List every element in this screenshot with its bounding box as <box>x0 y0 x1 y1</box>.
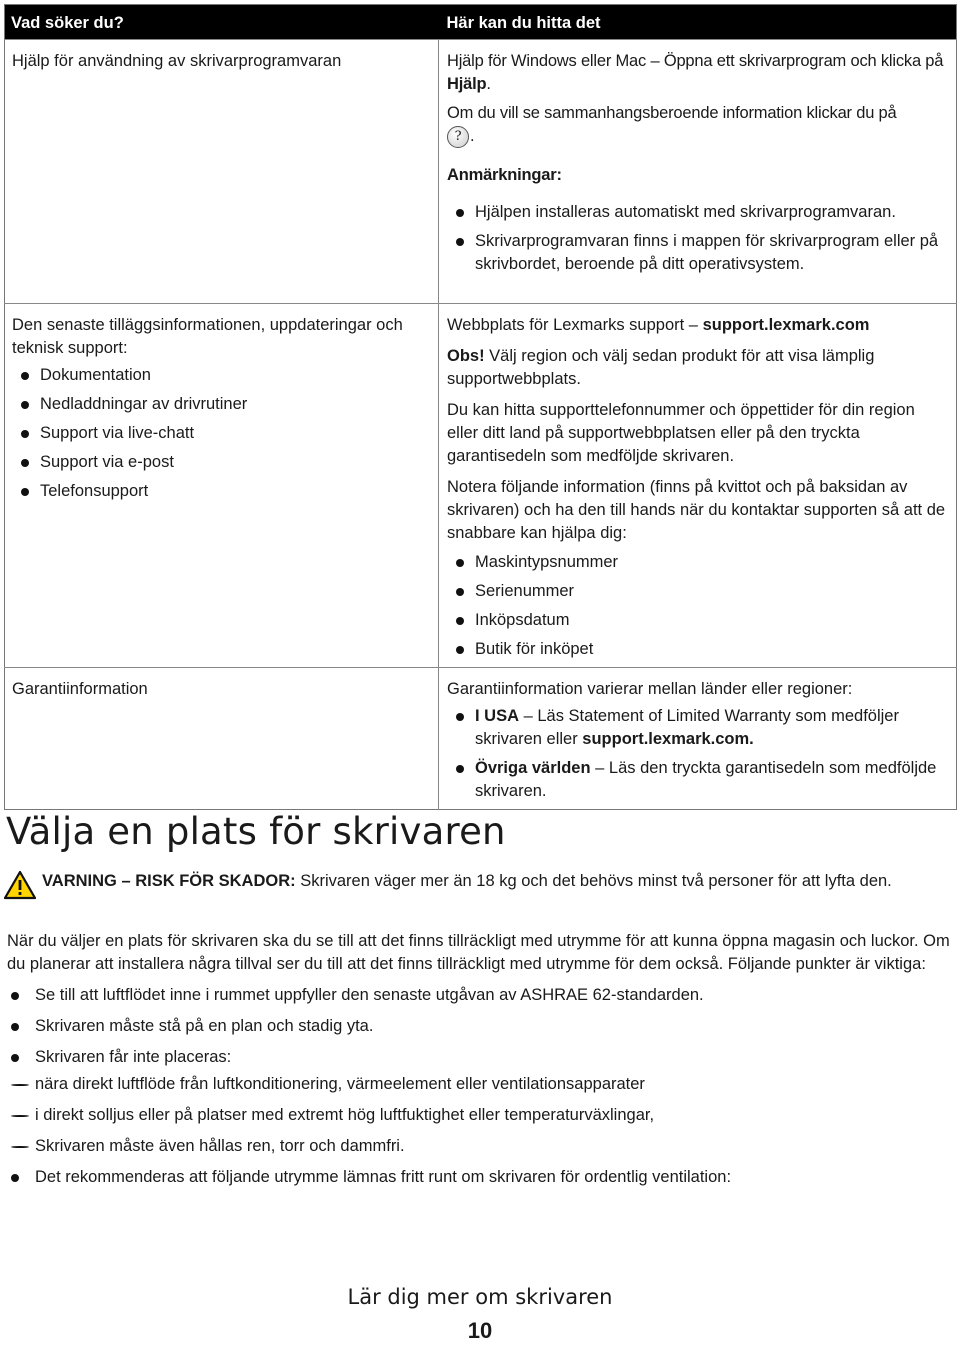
row2-left <box>5 304 439 668</box>
warranty-link[interactable]: support.lexmark.com. <box>582 730 754 748</box>
table-row <box>5 668 957 810</box>
warning-icon <box>4 870 36 900</box>
list-item: Support via live-chatt <box>12 422 432 445</box>
row1-context-text: Om du vill se sammanhangsberoende information klickar du på ? . <box>447 102 950 148</box>
notes-list <box>447 201 950 276</box>
web-support-text: Webbplats för Lexmarks support – support.lexmark.com <box>447 316 870 334</box>
obs-text: Obs! Välj region och välj sedan produkt för att visa lämplig supportwebbplats. <box>447 347 875 388</box>
row1-left <box>5 40 439 304</box>
warranty-intro: Garantiinformation varierar mellan länder eller regioner: <box>447 680 853 698</box>
row2-left-intro: Den senaste tilläggsinformationen, uppdateringar och teknisk support: <box>12 316 403 357</box>
requirements-list <box>7 984 955 1189</box>
row2-right <box>439 304 957 668</box>
list-item: I USA – Läs Statement of Limited Warranty som medföljer skrivaren eller support.lexmark.com. <box>447 705 950 751</box>
list-item: Support via e-post <box>12 451 432 474</box>
row3-right <box>439 668 957 810</box>
footer-title: Lär dig mer om skrivaren <box>347 1285 613 1309</box>
body-text <box>7 930 955 1197</box>
list-item: Butik för inköpet <box>447 638 950 661</box>
row1-left-text: Hjälp för användning av skrivarprogramvaran <box>12 52 342 70</box>
info-table <box>4 4 957 810</box>
phone-text: Du kan hitta supporttelefonnummer och öppettider för din region eller ditt land på supportwebbplatsen eller på den tryckta garantisedeln som medföljde skrivaren. <box>447 401 915 465</box>
placement-dash-list <box>7 1073 955 1158</box>
row1-right <box>439 40 957 304</box>
row3-left <box>5 668 439 810</box>
row3-left-text: Garantiinformation <box>12 680 148 698</box>
notes-label: Anmärkningar: <box>447 166 562 184</box>
table-row <box>5 40 957 304</box>
body-intro: När du väljer en plats för skrivaren ska du se till att det finns tillräckligt med utrymme för att kunna öppna magasin och luckor. Om du planerar att installera några tillval ser du till att det finns tillräckligt med utrymme för dem också. Följande punkter är viktiga: <box>7 932 950 973</box>
list-item: Skrivarprogramvaran finns i mappen för skrivarprogram eller på skrivbordet, beroende på ditt operativsystem. <box>447 230 950 276</box>
list-item: Hjälpen installeras automatiskt med skrivarprogramvaran. <box>447 201 950 224</box>
warning-text: VARNING – RISK FÖR SKADOR: Skrivaren väger mer än 18 kg och det behövs minst två personer för att lyfta den. <box>42 872 892 890</box>
row1-help-text: Hjälp för Windows eller Mac – Öppna ett skrivarprogram och klicka på Hjälp. <box>447 52 944 93</box>
list-item: Serienummer <box>447 580 950 603</box>
support-link[interactable]: support.lexmark.com <box>702 316 870 334</box>
header-left: Vad söker du? <box>5 5 439 40</box>
list-item: Skrivaren måste stå på en plan och stadig yta. <box>7 1015 955 1038</box>
list-item: Telefonsupport <box>12 480 432 503</box>
list-item: Skrivaren måste även hållas ren, torr och dammfri. <box>7 1135 955 1158</box>
section-title: Välja en plats för skrivaren <box>6 810 506 853</box>
warning-block <box>4 870 954 893</box>
page-number: 10 <box>467 1318 493 1343</box>
help-icon: ? <box>447 126 469 148</box>
list-item: i direkt solljus eller på platser med extremt hög luftfuktighet eller temperaturväxlingar, <box>7 1104 955 1127</box>
list-item: Övriga världen – Läs den tryckta garantisedeln som medföljde skrivaren. <box>447 757 950 803</box>
list-item: Dokumentation <box>12 364 432 387</box>
list-item: nära direkt luftflöde från luftkonditionering, värmeelement eller ventilationsapparater <box>7 1073 955 1096</box>
support-list <box>12 364 432 503</box>
header-right: Här kan du hitta det <box>439 5 957 40</box>
list-item: Inköpsdatum <box>447 609 950 632</box>
note-text: Notera följande information (finns på kvittot och på baksidan av skrivaren) och ha den till hands när du kontaktar supporten så att de snabbare kan hjälpa dig: <box>447 478 946 542</box>
table-header-row <box>5 5 957 40</box>
list-item: Maskintypsnummer <box>447 551 950 574</box>
table-row <box>5 304 957 668</box>
list-item: Se till att luftflödet inne i rummet uppfyller den senaste utgåvan av ASHRAE 62-standarden. <box>7 984 955 1007</box>
list-item: Det rekommenderas att följande utrymme lämnas fritt runt om skrivaren för ordentlig ventilation: <box>7 1166 955 1189</box>
list-item: Skrivaren får inte placeras: nära direkt luftflöde från luftkonditionering, värmeelement eller ventilationsapparater i direkt solljus eller på platser med extremt hög luftfuktighet eller temperaturväxlingar, Skrivaren måste även hållas ren, torr och dammfri. <box>7 1046 955 1158</box>
list-item: Nedladdningar av drivrutiner <box>12 393 432 416</box>
note-list <box>447 551 950 661</box>
warranty-list <box>447 705 950 803</box>
